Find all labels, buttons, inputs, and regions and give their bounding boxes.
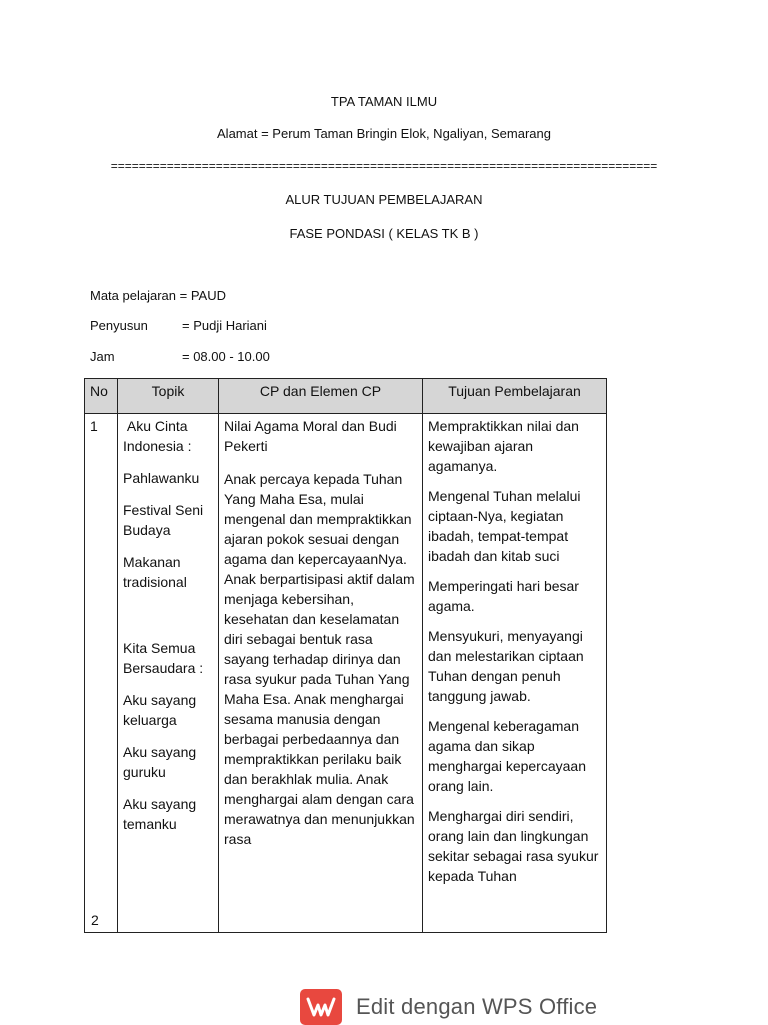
topik-item: Pahlawanku: [123, 470, 200, 486]
header-topik: Topik: [118, 379, 219, 414]
header-no: No: [85, 379, 118, 414]
no-cell: [85, 414, 118, 933]
school-address: Alamat = Perum Taman Bringin Elok, Ngaliyan, Semarang: [217, 126, 551, 141]
tujuan-item: Mengenal Tuhan melalui ciptaan-Nya, kegiatan ibadah, tempat-tempat ibadah dan kitab suci: [428, 488, 581, 564]
author-value: = Pudji Hariani: [182, 318, 267, 333]
time-line: [90, 349, 270, 365]
separator-line: ==============================================================================: [110, 159, 658, 173]
tujuan-cell: [423, 414, 607, 933]
cp-cell: [219, 414, 423, 933]
header-cp: CP dan Elemen CP: [219, 379, 423, 414]
topik-item: Makanan tradisional: [123, 554, 187, 590]
topik-item: Aku sayang temanku: [123, 796, 197, 832]
cp-text: Anak percaya kepada Tuhan Yang Maha Esa, mulai mengenal dan mempraktikkan ajaran pokok sesuai dengan agama dan kepercayaanNya. Anak berpartisipasi aktif dalam menjaga kebersihan, kesehatan dan keselamatan diri sebagai bentuk rasa sayang terhadap dirinya dan rasa syukur pada Tuhan Yang Maha Esa. Anak menghargai sesama manusia dengan berbagai perbedaannya dan mempraktikkan perilaku baik dan berakhlak mulia. Anak menghargai alam dengan cara merawatnya dan menunjukkan rasa: [224, 471, 415, 847]
topik-item: Aku Cinta Indonesia :: [123, 418, 192, 454]
cp-heading: Nilai Agama Moral dan Budi Pekerti: [224, 418, 397, 454]
phase-title: FASE PONDASI ( KELAS TK B ): [289, 226, 479, 241]
document-title: ALUR TUJUAN PEMBELAJARAN: [285, 192, 483, 207]
wps-edit-text: Edit dengan WPS Office: [356, 994, 598, 1019]
time-value: = 08.00 - 10.00: [182, 349, 270, 364]
header-tujuan: Tujuan Pembelajaran: [423, 379, 607, 414]
tujuan-item: Mengenal keberagaman agama dan sikap menghargai kepercayaan orang lain.: [428, 718, 586, 794]
author-line: [90, 318, 267, 334]
topik-item: Aku sayang guruku: [123, 744, 197, 780]
topik-item: Aku sayang keluarga: [123, 692, 197, 728]
wps-edit-banner[interactable]: [300, 989, 597, 1025]
author-label: Penyusun: [90, 318, 148, 333]
wps-logo-icon: [300, 989, 342, 1025]
topik-cell: [118, 414, 219, 933]
topik-item: Festival Seni Budaya: [123, 502, 204, 538]
topik-item: Kita Semua Bersaudara :: [123, 640, 204, 676]
tujuan-item: Memperingati hari besar agama.: [428, 578, 579, 614]
row-number-1: 1: [90, 418, 98, 434]
learning-flow-table: [84, 378, 607, 933]
subject-text: Mata pelajaran = PAUD: [90, 288, 226, 303]
tujuan-item: Mempraktikkan nilai dan kewajiban ajaran agamanya.: [428, 418, 579, 474]
tujuan-item: Menghargai diri sendiri, orang lain dan lingkungan sekitar sebagai rasa syukur kepada Tuhan: [428, 808, 599, 884]
school-name: TPA TAMAN ILMU: [330, 94, 438, 109]
table-header-row: [85, 379, 607, 414]
row-number-2: 2: [91, 912, 99, 928]
subject-line: [90, 288, 226, 304]
table-row: [85, 414, 607, 933]
tujuan-item: Mensyukuri, menyayangi dan melestarikan ciptaan Tuhan dengan penuh tanggung jawab.: [428, 628, 584, 704]
time-label: Jam: [90, 349, 115, 364]
